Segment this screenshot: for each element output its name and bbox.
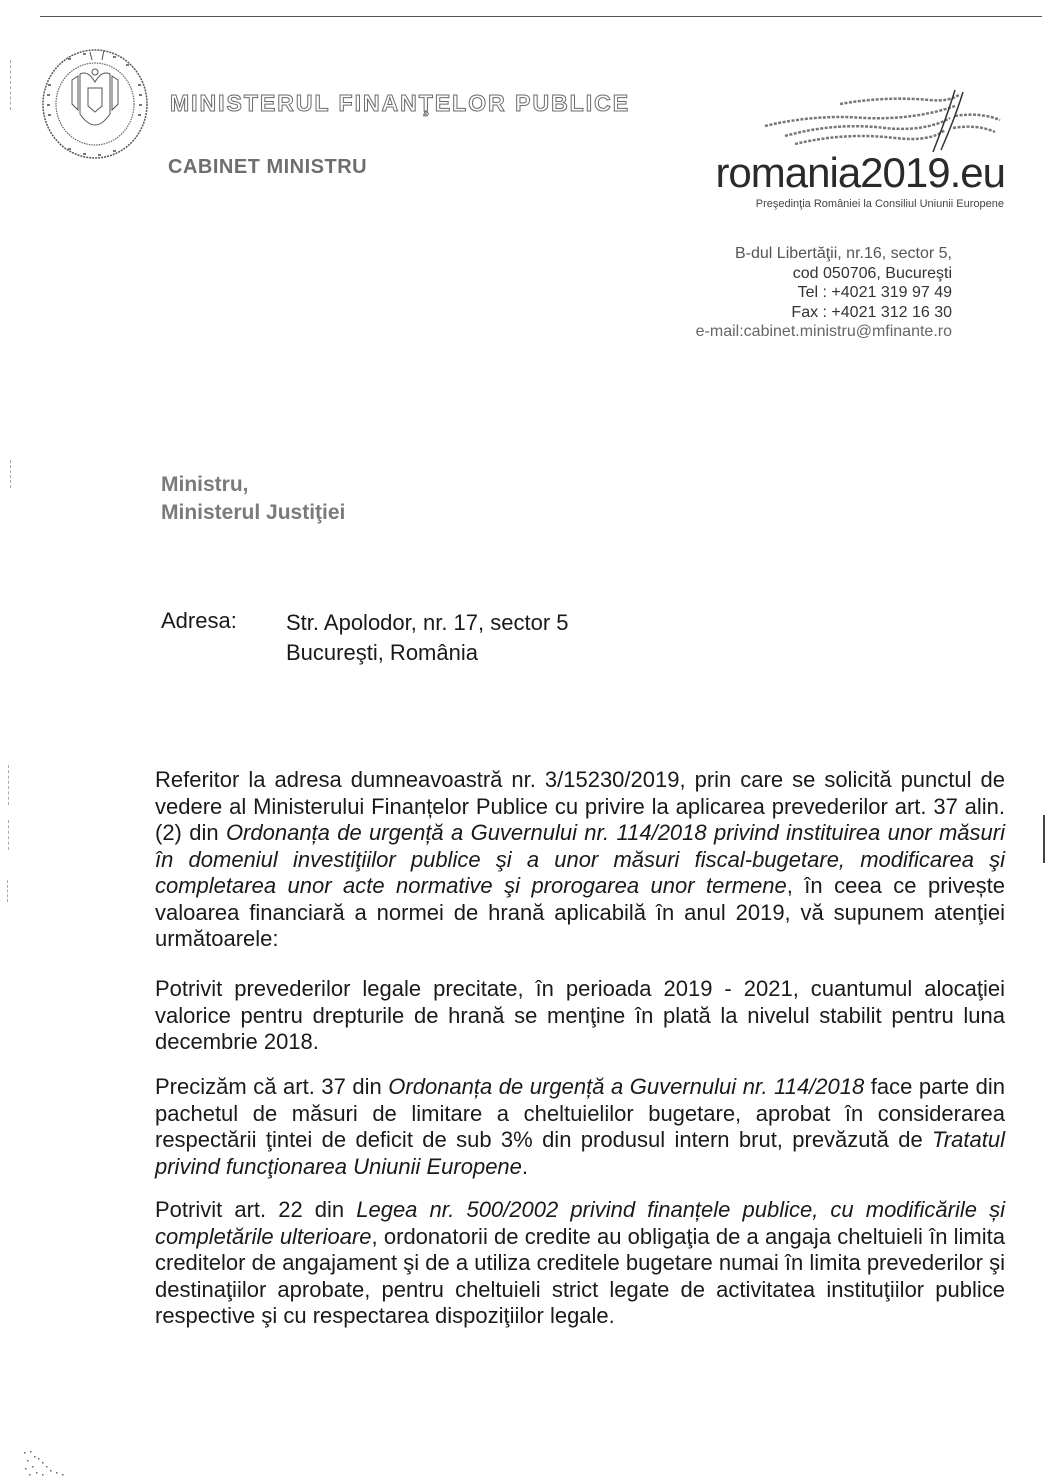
p3-italic-ordinance: Ordonanța de urgență a Guvernului nr. 114/2018 xyxy=(388,1074,865,1099)
paragraph-4 xyxy=(155,1197,1005,1330)
scan-left-edge-mark xyxy=(7,880,9,902)
contact-city: cod 050706, Bucureşti xyxy=(792,264,952,282)
address-lines xyxy=(286,608,569,668)
p3-italic-treaty: Tratatul privind funcţionarea Uniunii Europene xyxy=(155,1127,1005,1179)
address-line-2: Bucureşti, România xyxy=(286,640,478,665)
paragraph-1 xyxy=(155,767,1005,953)
p3-text: Precizăm că art. 37 din xyxy=(155,1074,389,1099)
scan-left-edge-mark xyxy=(8,820,10,850)
ministry-name: MINISTERUL FINANŢELOR PUBLICE xyxy=(170,90,631,116)
department-name: CABINET MINISTRU xyxy=(168,156,368,178)
scan-left-edge-mark xyxy=(8,765,10,805)
p1-text: Referitor la adresa dumneavoastră nr. 3/15230/2019, prin care se solicită punctul de vedere al Ministerului Finanțelor Publice cu privire la aplicarea prevederilor art. 37 alin. (2) din xyxy=(155,767,1005,845)
eu-presidency-flag-logo xyxy=(755,86,1005,158)
letterhead-top-rule xyxy=(40,16,1042,17)
contact-block xyxy=(696,244,952,342)
paragraph-3 xyxy=(155,1074,1005,1180)
brand-tagline: Preşedinţia României la Consiliul Uniunii Europene xyxy=(755,198,1004,210)
recipient-title: Ministru, xyxy=(161,473,249,496)
brand-romania2019: romania2019.eu xyxy=(715,149,1005,196)
contact-fax: Fax : +4021 312 16 30 xyxy=(791,303,952,321)
scan-noise-mark xyxy=(22,1448,77,1476)
recipient-block xyxy=(161,471,345,527)
recipient-institution: Ministerul Justiţiei xyxy=(161,501,346,524)
address-label: Adresa: xyxy=(161,608,237,633)
p4-text: Potrivit art. 22 din xyxy=(155,1197,357,1222)
paragraph-2: Potrivit prevederilor legale precitate, în perioada 2019 - 2021, cuantumul alocaţiei valorice pentru drepturile de hrană se menţine în plată la nivelul stabilit pentru luna decembrie 2018. xyxy=(155,976,1005,1054)
scan-left-edge-mark xyxy=(10,60,12,110)
p3-text-mid: face parte din pachetul de măsuri de limitare a cheltuielilor bugetare, aprobat în considerarea respectării ţintei de deficit de sub 3% din produsul intern brut, prevăzută de xyxy=(155,1074,1005,1152)
scan-margin-mark xyxy=(1043,815,1045,863)
contact-street: B-dul Libertăţii, nr.16, sector 5, xyxy=(735,245,952,262)
p4-italic-law: Legea nr. 500/2002 privind finanțele publice, cu modificările și completările ulterioare xyxy=(155,1197,1005,1249)
p4-text-end: , ordonatorii de credite au obligaţia de a angaja cheltuieli în limita creditelor de angajament şi de a utiliza creditele bugetare numai în limita prevederilor şi destinaţiilor aprobate, pentru cheltuieli strict legate de activitatea instituţiilor publice respective şi cu respectarea dispoziţiilor legale. xyxy=(155,1223,1005,1328)
contact-tel: Tel : +4021 319 97 49 xyxy=(797,284,952,301)
address-line-1: Str. Apolodor, nr. 17, sector 5 xyxy=(286,610,569,635)
p1-italic-title: Ordonanța de urgență a Guvernului nr. 114/2018 privind instituirea unor măsuri în domeniul investiţiilor publice şi a unor măsuri fiscal-bugetare, modificarea şi completarea unor acte normative şi prorogarea unor termene xyxy=(155,820,1005,898)
ministry-seal-logo xyxy=(38,44,152,162)
contact-email: e-mail:cabinet.ministru@mfinante.ro xyxy=(695,323,952,340)
p1-text-end: , în ceea ce privește valoarea financiară a normei de hrană aplicabilă în anul 2019, vă supunem atenţiei următoarele: xyxy=(155,873,1005,951)
scan-left-edge-mark xyxy=(10,460,12,488)
p3-text-end: . xyxy=(521,1153,529,1179)
